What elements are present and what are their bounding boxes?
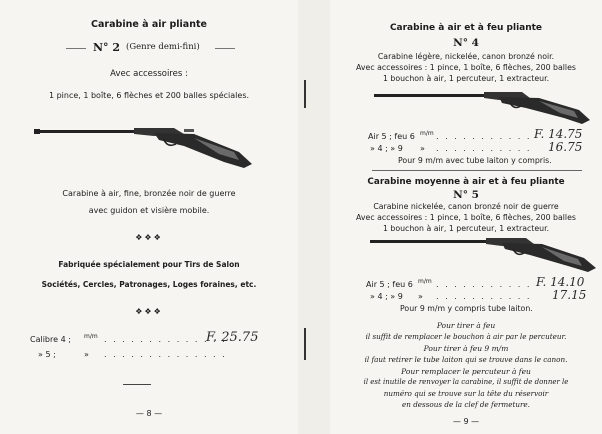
price-value-handwritten: F. 25.75 — [206, 330, 259, 345]
instruction-line: Pour tirer à feu 9 m/m — [423, 344, 509, 353]
price-unit: m/m — [420, 130, 434, 137]
price-dots: . . . . . . . . . . . . . . — [104, 335, 227, 344]
left-special-list: Sociétés, Cercles, Patronages, Loges foraines, etc. — [41, 280, 257, 289]
price-dots: . . . . . . . . . . . — [436, 144, 532, 153]
left-accessories: 1 pince, 1 boîte, 6 flèches et 200 balles spéciales. — [48, 91, 250, 100]
left-ornament-2: ❖❖❖ — [135, 307, 163, 316]
price-dots: . . . . . . . . . . . . . . — [104, 350, 227, 359]
price-label: » 4 ; » 9 — [370, 292, 403, 301]
instruction-line: il faut retirer le tube laiton qui se trouve dans le canon. — [364, 355, 568, 364]
instruction-line: Pour remplacer le percuteur à feu — [401, 367, 531, 376]
right-page-number: — 9 — — [452, 417, 480, 426]
price-label: » 4 ; » 9 — [370, 144, 403, 153]
price-value-handwritten: 16.75 — [548, 140, 583, 154]
price-unit: » — [420, 144, 425, 153]
left-page — [0, 0, 298, 434]
rifle-illustration-n5 — [370, 234, 600, 274]
price-label: Air 5 ; feu 6 — [368, 132, 415, 141]
gutter-mark — [304, 328, 306, 360]
price-unit: m/m — [418, 278, 432, 285]
section-divider — [372, 170, 582, 171]
gutter-mark — [304, 80, 306, 108]
price-dots: . . . . . . . . . . . — [436, 292, 532, 301]
price-value-handwritten: F. 14.10 — [536, 275, 585, 289]
left-title: Carabine à air pliante — [91, 19, 207, 30]
right-model-number-2: N° 5 — [453, 189, 479, 201]
left-accessories-heading: Avec accessoires : — [110, 69, 188, 79]
price-label: » 5 ; — [38, 350, 56, 359]
price-label: Calibre 4 ; — [30, 335, 71, 344]
instruction-line: numéro qui se trouve sur la tête du réservoir — [383, 389, 549, 398]
right-desc-1a: Carabine légère, nickelée, canon bronzé noir. — [377, 52, 555, 61]
left-page-number: — 8 — — [135, 409, 163, 418]
instruction-line: Pour tirer à feu — [436, 321, 496, 330]
right-title-2: Carabine moyenne à air et à feu pliante — [367, 177, 565, 187]
book-gutter — [298, 0, 330, 434]
price-label: Air 5 ; feu 6 — [366, 280, 413, 289]
price-value-handwritten: 17.15 — [552, 288, 587, 302]
price-unit: » — [418, 292, 423, 301]
right-title-1: Carabine à air et à feu pliante — [389, 23, 543, 33]
left-rule-deco-2 — [215, 48, 235, 49]
price-value-handwritten: F. 14.75 — [534, 127, 583, 141]
left-description-1: Carabine à air, fine, bronzée noir de guerre — [62, 189, 236, 198]
left-model-number: N° 2 — [93, 41, 121, 54]
rifle-illustration-n2 — [34, 122, 256, 170]
right-desc-2b: Avec accessoires : 1 pince, 1 boîte, 6 flèches, 200 balles — [356, 213, 576, 222]
left-special-heading: Fabriquée spécialement pour Tirs de Salon — [58, 260, 240, 269]
left-rule-deco-1 — [66, 48, 86, 49]
left-model-note: (Genre demi-fini) — [126, 42, 200, 52]
right-note-1: Pour 9 m/m avec tube laiton y compris. — [398, 156, 552, 165]
price-dots: . . . . . . . . . . . — [436, 132, 532, 141]
instruction-line: il suffit de remplacer le bouchon à air par le percuteur. — [365, 332, 567, 341]
right-model-number-1: N° 4 — [453, 37, 479, 49]
rifle-illustration-n4 — [374, 88, 594, 126]
price-unit: » — [84, 350, 89, 359]
left-end-rule — [123, 384, 151, 385]
right-desc-1b: Avec accessoires : 1 pince, 1 boîte, 6 flèches, 200 balles — [356, 63, 576, 72]
right-desc-2a: Carabine nickelée, canon bronzé noir de guerre — [373, 202, 559, 211]
instruction-line: en dessous de la clef de fermeture. — [402, 400, 530, 409]
instruction-line: il est inutile de renvoyer la carabine, il suffit de donner le — [363, 378, 569, 386]
right-desc-2c: 1 bouchon à air, 1 percuteur, 1 extracteur. — [382, 224, 550, 233]
right-page — [330, 0, 602, 434]
left-description-2: avec guidon et visière mobile. — [88, 206, 210, 215]
right-note-2: Pour 9 m/m y compris tube laiton. — [400, 304, 533, 313]
right-desc-1c: 1 bouchon à air, 1 percuteur, 1 extracteur. — [382, 74, 550, 83]
price-dots: . . . . . . . . . . . — [436, 280, 532, 289]
left-ornament: ❖❖❖ — [135, 233, 163, 242]
price-unit: m/m — [84, 333, 98, 340]
